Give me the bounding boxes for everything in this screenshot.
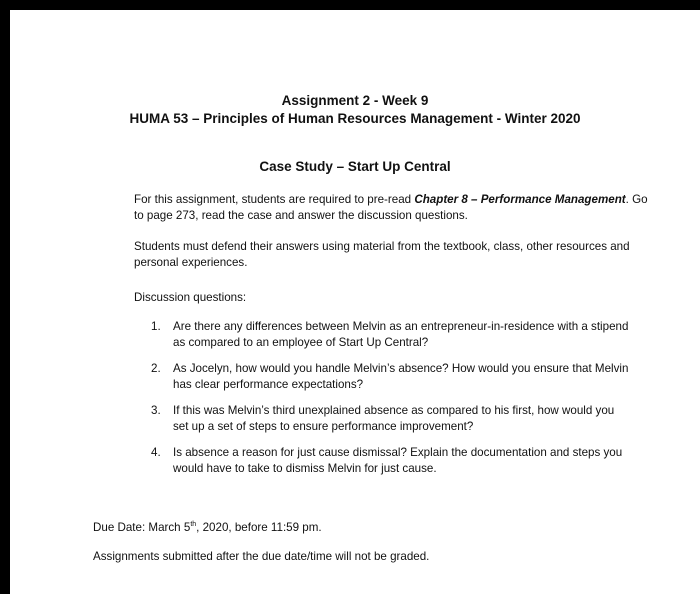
question-item [151,361,631,393]
question-number: 3. [151,404,161,417]
document-page [10,10,700,594]
question-item [151,445,631,477]
discussion-label: Discussion questions: [134,291,247,304]
due-superscript: th [190,521,197,529]
intro-paragraph [134,192,654,224]
question-text: Are there any differences between Melvin as an entrepreneur-in-residence with a stipend as compared to an employee of Start Up Central? [173,320,629,349]
question-list [151,319,631,487]
case-study-title: Case Study – Start Up Central [259,159,451,174]
defend-paragraph: Students must defend their answers using material from the textbook, class, other resources and personal experiences. [134,240,630,269]
chapter-reference: Chapter 8 – Performance Management [414,193,626,206]
course-title: HUMA 53 – Principles of Human Resources Management - Winter 2020 [129,111,581,126]
question-text: Is absence a reason for just cause dismissal? Explain the documentation and steps you would have to take to dismiss Melvin for just cause. [173,446,623,475]
question-text: If this was Melvin’s third unexplained absence as compared to his first, how would you set up a set of steps to ensure performance improvement? [173,404,615,433]
question-number: 4. [151,446,161,459]
intro-after: . Go to page 273, read the case and answer the discussion questions. [134,193,648,222]
due-label: Due Date: March 5 [93,521,191,534]
question-text: As Jocelyn, how would you handle Melvin’s absence? How would you ensure that Melvin has clear performance expectations? [173,362,629,391]
question-item [151,403,631,435]
question-number: 1. [151,320,161,333]
due-date [93,521,322,534]
intro-before: For this assignment, students are required to pre-read [134,193,415,206]
late-notice: Assignments submitted after the due date/time will not be graded. [93,550,430,563]
question-number: 2. [151,362,161,375]
assignment-title: Assignment 2 - Week 9 [281,93,429,108]
due-rest: , 2020, before 11:59 pm. [196,521,322,534]
question-item [151,319,631,351]
